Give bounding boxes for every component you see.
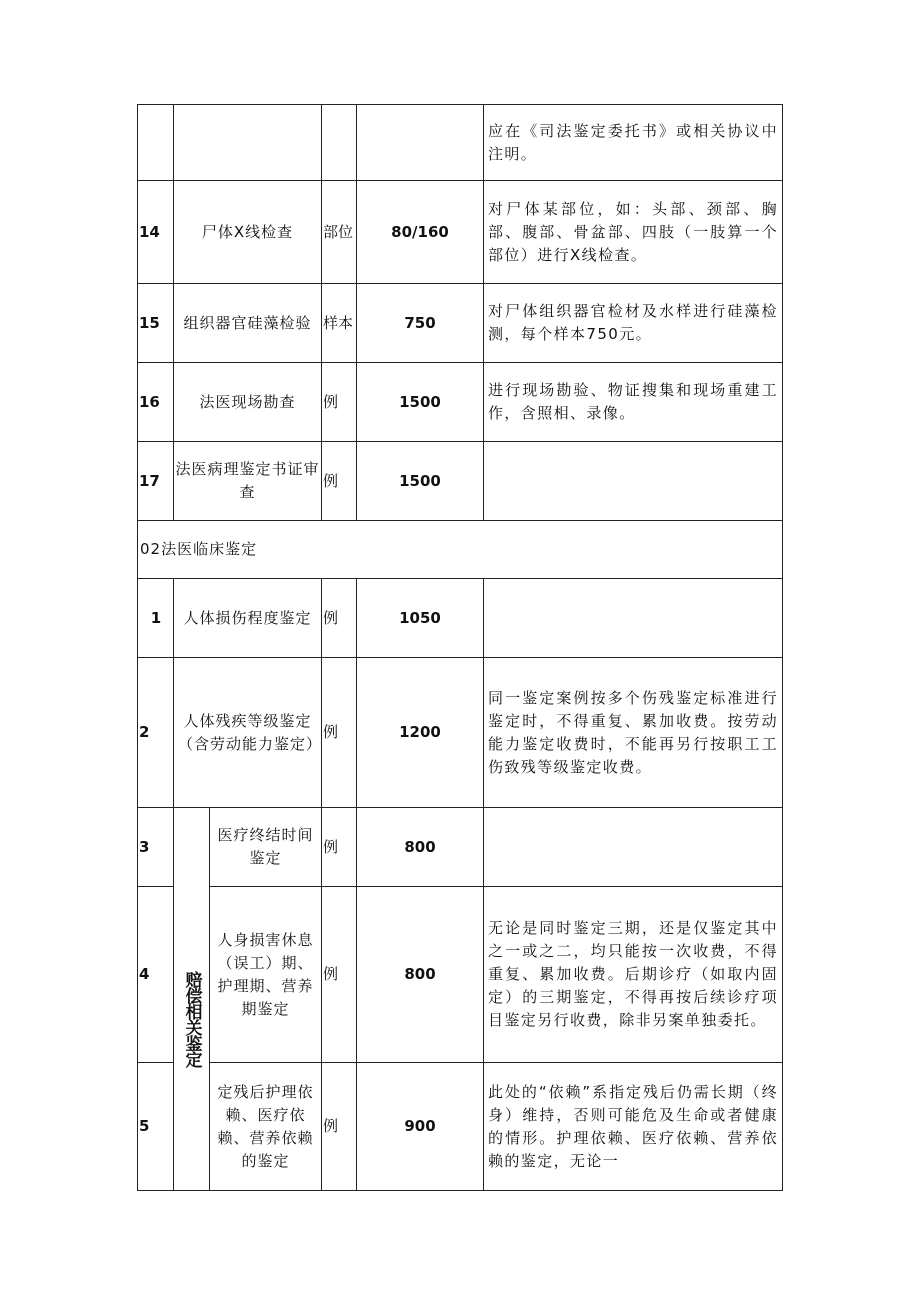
price: 1500 xyxy=(357,442,484,521)
price: 80/160 xyxy=(357,181,484,284)
note: 此处的“依赖”系指定残后仍需长期（终身）维持，否则可能危及生命或者健康的情形。护理依赖、医疗依赖、营养依赖的鉴定，无论一 xyxy=(484,1063,783,1191)
unit: 例 xyxy=(322,579,357,658)
row-number: 2 xyxy=(138,658,174,808)
unit: 例 xyxy=(322,442,357,521)
table-row xyxy=(138,105,783,181)
row-number: 14 xyxy=(138,181,174,284)
note: 无论是同时鉴定三期，还是仅鉴定其中之一或之二，均只能按一次收费，不得重复、累加收费。后期诊疗（如取内固定）的三期鉴定，不得再按后续诊疗项目鉴定另行收费，除非另案单独委托。 xyxy=(484,887,783,1063)
table-row xyxy=(138,887,783,1063)
table-row xyxy=(138,442,783,521)
fee-table xyxy=(137,104,783,1191)
item-name: 定残后护理依赖、医疗依赖、营养依赖的鉴定 xyxy=(210,1063,322,1191)
price: 1200 xyxy=(357,658,484,808)
row-number: 16 xyxy=(138,363,174,442)
item-cell xyxy=(174,105,322,181)
group-label: 赔偿相关鉴定 xyxy=(181,971,202,1067)
table-row xyxy=(138,1063,783,1191)
item-name: 医疗终结时间鉴定 xyxy=(210,808,322,887)
row-number: 3 xyxy=(138,808,174,887)
section-row xyxy=(138,521,783,579)
table-row xyxy=(138,284,783,363)
note-cell: 应在《司法鉴定委托书》或相关协议中注明。 xyxy=(484,105,783,181)
table-row xyxy=(138,658,783,808)
price: 800 xyxy=(357,887,484,1063)
group-label-cell xyxy=(174,808,210,1191)
item-name: 人体残疾等级鉴定（含劳动能力鉴定） xyxy=(174,658,322,808)
price-cell xyxy=(357,105,484,181)
table-row xyxy=(138,363,783,442)
note xyxy=(484,808,783,887)
price: 1500 xyxy=(357,363,484,442)
item-name: 人身损害休息（误工）期、护理期、营养期鉴定 xyxy=(210,887,322,1063)
row-number: 1 xyxy=(138,579,174,658)
unit-cell xyxy=(322,105,357,181)
price: 800 xyxy=(357,808,484,887)
unit: 例 xyxy=(322,1063,357,1191)
row-number: 17 xyxy=(138,442,174,521)
item-name: 法医病理鉴定书证审查 xyxy=(174,442,322,521)
price: 900 xyxy=(357,1063,484,1191)
note xyxy=(484,442,783,521)
row-number: 4 xyxy=(138,887,174,1063)
row-number: 5 xyxy=(138,1063,174,1191)
item-name: 法医现场勘查 xyxy=(174,363,322,442)
note: 对尸体组织器官检材及水样进行硅藻检测，每个样本750元。 xyxy=(484,284,783,363)
note xyxy=(484,579,783,658)
item-name: 尸体X线检查 xyxy=(174,181,322,284)
price: 1050 xyxy=(357,579,484,658)
price: 750 xyxy=(357,284,484,363)
unit: 部位 xyxy=(322,181,357,284)
section-title: 02法医临床鉴定 xyxy=(138,521,783,579)
unit: 例 xyxy=(322,363,357,442)
unit: 例 xyxy=(322,808,357,887)
note: 同一鉴定案例按多个伤残鉴定标准进行鉴定时，不得重复、累加收费。按劳动能力鉴定收费时，不能再另行按职工工伤致残等级鉴定收费。 xyxy=(484,658,783,808)
unit: 例 xyxy=(322,658,357,808)
table-row xyxy=(138,579,783,658)
note: 对尸体某部位，如：头部、颈部、胸部、腹部、骨盆部、四肢（一肢算一个部位）进行X线检查。 xyxy=(484,181,783,284)
item-name: 人体损伤程度鉴定 xyxy=(174,579,322,658)
row-number: 15 xyxy=(138,284,174,363)
table-row xyxy=(138,808,783,887)
row-number-cell xyxy=(138,105,174,181)
unit: 样本 xyxy=(322,284,357,363)
unit: 例 xyxy=(322,887,357,1063)
table-row xyxy=(138,181,783,284)
note: 进行现场勘验、物证搜集和现场重建工作，含照相、录像。 xyxy=(484,363,783,442)
item-name: 组织器官硅藻检验 xyxy=(174,284,322,363)
